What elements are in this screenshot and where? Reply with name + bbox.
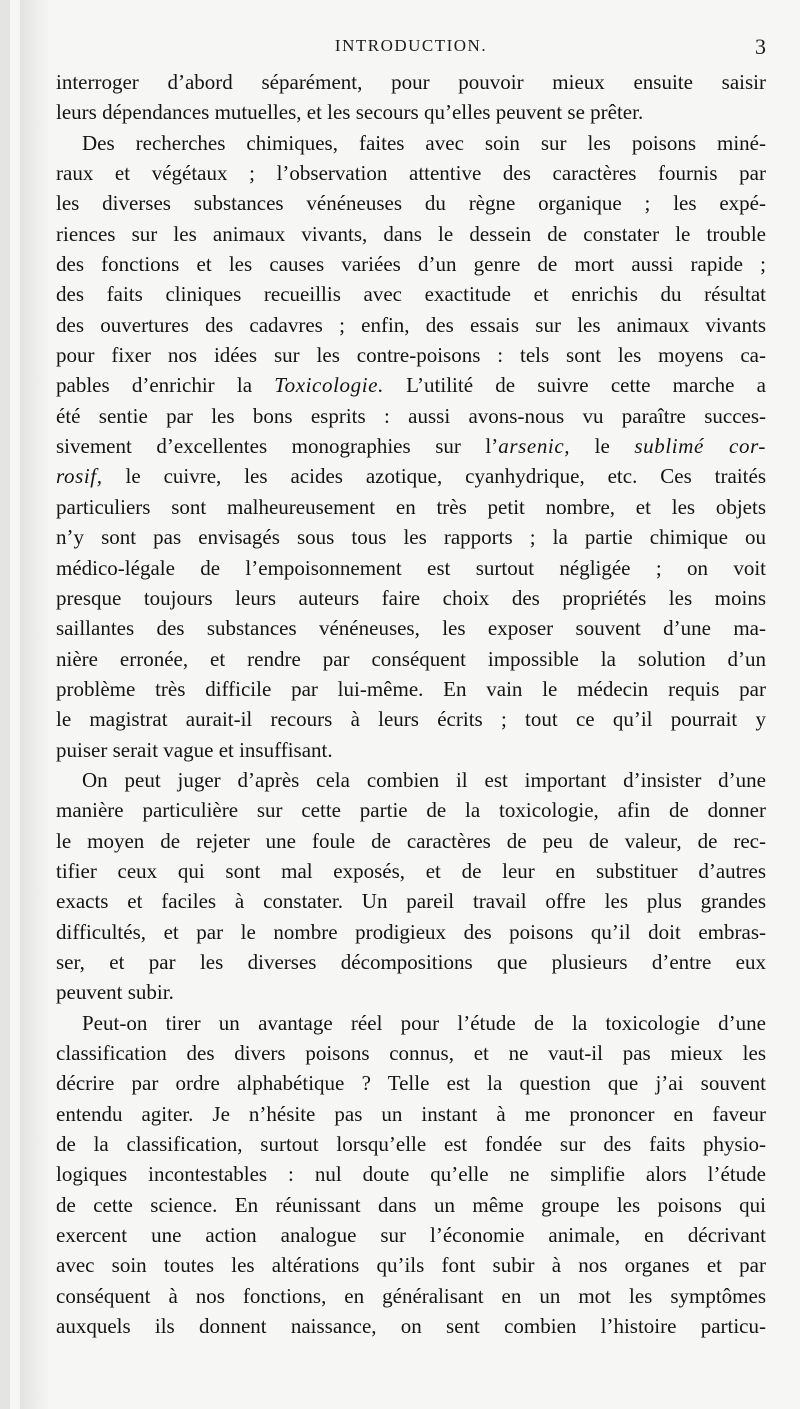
text-run: pables d’enrichir la [56, 373, 275, 398]
text-run: le [570, 434, 635, 459]
text-run: le cuivre, les acides azotique, cyanhydrique, etc. Ces traités [102, 464, 766, 489]
paragraph [56, 765, 766, 1008]
text-line: le moyen de rejeter une foule de caractères de peu de valeur, de rec- [56, 828, 766, 853]
paragraph [56, 128, 766, 765]
text-line: classification des divers poisons connus, et ne vaut-il pas mieux les [56, 1041, 766, 1065]
text-line: n’y sont pas envisagés sous tous les rapports ; la partie chimique ou [56, 525, 766, 550]
text-line: auxquels ils donnent naissance, on sent combien l’histoire particu- [56, 1314, 766, 1339]
text-line [56, 461, 766, 491]
text-line: de la classification, surtout lorsqu’elle est fondée sur des faits physio- [56, 1132, 766, 1157]
text-line: été sentie par les bons esprits : aussi avons-nous vu paraître succes- [56, 403, 766, 428]
text-line: peuvent subir. [56, 980, 174, 1005]
text-line: les diverses substances vénéneuses du règne organique ; les expé- [56, 191, 766, 216]
text-line [56, 431, 766, 461]
italic-term: arsenic, [498, 434, 571, 459]
text-line: des faits cliniques recueillis avec exactitude et enrichis du résultat [56, 282, 766, 307]
text-line: problème très difficile par lui-même. En vain le médecin requis par [56, 676, 766, 701]
text-line: presque toujours leurs auteurs faire choix des propriétés les moins [56, 585, 766, 610]
paragraph [56, 1008, 766, 1342]
text-line: manière particulière sur cette partie de la toxicologie, afin de donner [56, 798, 766, 823]
text-line [56, 370, 766, 400]
text-line: riences sur les animaux vivants, dans le dessein de constater le trouble [56, 221, 766, 246]
text-line: décrire par ordre alphabétique ? Telle est la question que j’ai souvent [56, 1071, 766, 1096]
italic-term: Toxicologie. [274, 373, 384, 398]
text-line: tifier ceux qui sont mal exposés, et de leur en substituer d’autres [56, 858, 766, 883]
text-line: entendu agiter. Je n’hésite pas un instant à me prononcer en faveur [56, 1101, 766, 1126]
text-line: On peut juger d’après cela combien il est important d’insister d’une [82, 767, 766, 792]
text-run: sivement d’excellentes monographies sur l’ [56, 434, 499, 459]
text-line: Peut-on tirer un avantage réel pour l’étude de la toxicologie d’une [82, 1010, 766, 1035]
paragraph [56, 67, 766, 128]
text-line: Des recherches chimiques, faites avec soin sur les poisons miné- [82, 130, 766, 155]
text-run: L’utilité de suivre cette marche a [383, 373, 766, 398]
text-line: ser, et par les diverses décompositions que plusieurs d’entre eux [56, 949, 766, 974]
text-line: logiques incontestables : nul doute qu’elle ne simplifie alors l’étude [56, 1162, 766, 1187]
text-line: avec soin toutes les altérations qu’ils font subir à nos organes et par [56, 1253, 766, 1278]
text-line: médico-légale de l’empoisonnement est surtout négligée ; on voit [56, 555, 766, 580]
text-line: des fonctions et les causes variées d’un genre de mort aussi rapide ; [56, 252, 766, 277]
text-line: des ouvertures des cadavres ; enfin, des essais sur les animaux vivants [56, 312, 766, 337]
text-line: exercent une action analogue sur l’économie animale, en décrivant [56, 1223, 766, 1248]
page-number: 3 [755, 34, 766, 59]
text-line: raux et végétaux ; l’observation attentive des caractères fournis par [56, 161, 766, 186]
running-title: INTRODUCTION. [334, 36, 488, 55]
text-line: nière erronée, et rendre par conséquent impossible la solution d’un [56, 646, 766, 671]
text-line: de cette science. En réunissant dans un même groupe les poisons qui [56, 1192, 766, 1217]
text-line: exacts et faciles à constater. Un pareil travail offre les plus grandes [56, 889, 766, 914]
text-line: conséquent à nos fonctions, en généralisant en un mot les symptômes [56, 1283, 766, 1308]
text-line: puiser serait vague et insuffisant. [56, 737, 333, 762]
running-header [56, 36, 766, 62]
text-line: saillantes des substances vénéneuses, les exposer souvent d’une ma- [56, 616, 766, 641]
text-line: pour fixer nos idées sur les contre-poisons : tels sont les moyens ca- [56, 343, 766, 368]
text-line: particuliers sont malheureusement en très petit nombre, et les objets [56, 494, 766, 519]
italic-term: rosif, [56, 464, 103, 489]
text-line: difficultés, et par le nombre prodigieux des poisons qu’il doit embras- [56, 919, 766, 944]
text-line: leurs dépendances mutuelles, et les secours qu’elles peuvent se prêter. [56, 100, 644, 125]
text-line: le magistrat aurait-il recours à leurs écrits ; tout ce qu’il pourrait y [56, 707, 766, 732]
text-line: interroger d’abord séparément, pour pouvoir mieux ensuite saisir [56, 70, 766, 94]
body-text [56, 67, 766, 1341]
italic-term: sublimé cor- [634, 434, 767, 459]
scan-shadow [20, 0, 50, 1409]
